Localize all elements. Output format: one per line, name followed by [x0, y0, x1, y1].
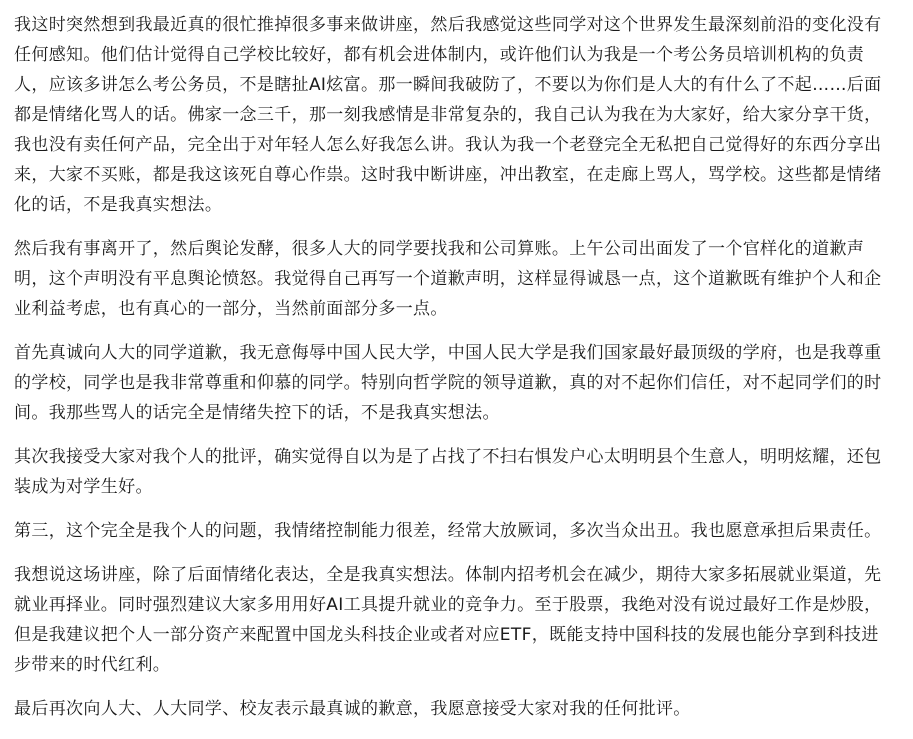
paragraph-7: 最后再次向人大、人大同学、校友表示最真诚的歉意，我愿意接受大家对我的任何批评。 — [14, 699, 691, 719]
paragraph-2: 然后我有事离开了，然后舆论发酵，很多人大的同学要找我和公司算账。上午公司出面发了一个官样化的道歉声明，这个声明没有平息舆论愤怒。我觉得自己再写一个道歉声明，这样显得诚恳一点，这个道歉既有维护个人和企业利益考虑，也有真心的一部分，当然前面部分多一点。 — [14, 239, 882, 319]
paragraph-1: 我这时突然想到我最近真的很忙推掉很多事来做讲座，然后我感觉这些同学对这个世界发生最深刻前沿的变化没有任何感知。他们估计觉得自己学校比较好，都有机会进体制内，或许他们认为我是一个考公务员培训机构的负责人，应该多讲怎么考公务员，不是瞎扯AI炫富。那一瞬间我破防了，不要以为你们是人大的有什么了不起……后面都是情绪化骂人的话。佛家一念三千，那一刻我感情是非常复杂的，我自己认为我在为大家好，给大家分享干货，我也没有卖任何产品，完全出于对年轻人怎么好我怎么讲。我认为我一个老登完全无私把自己觉得好的东西分享出来，大家不买账，都是我这该死自尊心作祟。这时我中断讲座，冲出教室，在走廊上骂人，骂学校。这些都是情绪化的话，不是我真实想法。 — [14, 15, 882, 215]
paragraph-5: 第三，这个完全是我个人的问题，我情绪控制能力很差，经常大放厥词，多次当众出丑。我也愿意承担后果责任。 — [14, 521, 882, 541]
paragraph-6: 我想说这场讲座，除了后面情绪化表达，全是我真实想法。体制内招考机会在减少，期待大家多拓展就业渠道，先就业再择业。同时强烈建议大家多用用好AI工具提升就业的竞争力。至于股票，我绝对没有说过最好工作是炒股，但是我建议把个人一部分资产来配置中国龙头科技企业或者对应ETF，既能支持中国科技的发展也能分享到科技进步带来的时代红利。 — [14, 565, 882, 675]
paragraph-4: 其次我接受大家对我个人的批评，确实觉得自以为是了占找了不扫右惧发户心太明明县个生意人，明明炫耀，还包装成为对学生好。 — [14, 447, 882, 497]
paragraph-3: 首先真诚向人大的同学道歉，我无意侮辱中国人民大学，中国人民大学是我们国家最好最顶级的学府，也是我尊重的学校，同学也是我非常尊重和仰慕的同学。特别向哲学院的领导道歉，真的对不起你们信任，对不起同学们的时间。我那些骂人的话完全是情绪失控下的话，不是我真实想法。 — [14, 343, 882, 423]
article-body — [14, 10, 894, 724]
